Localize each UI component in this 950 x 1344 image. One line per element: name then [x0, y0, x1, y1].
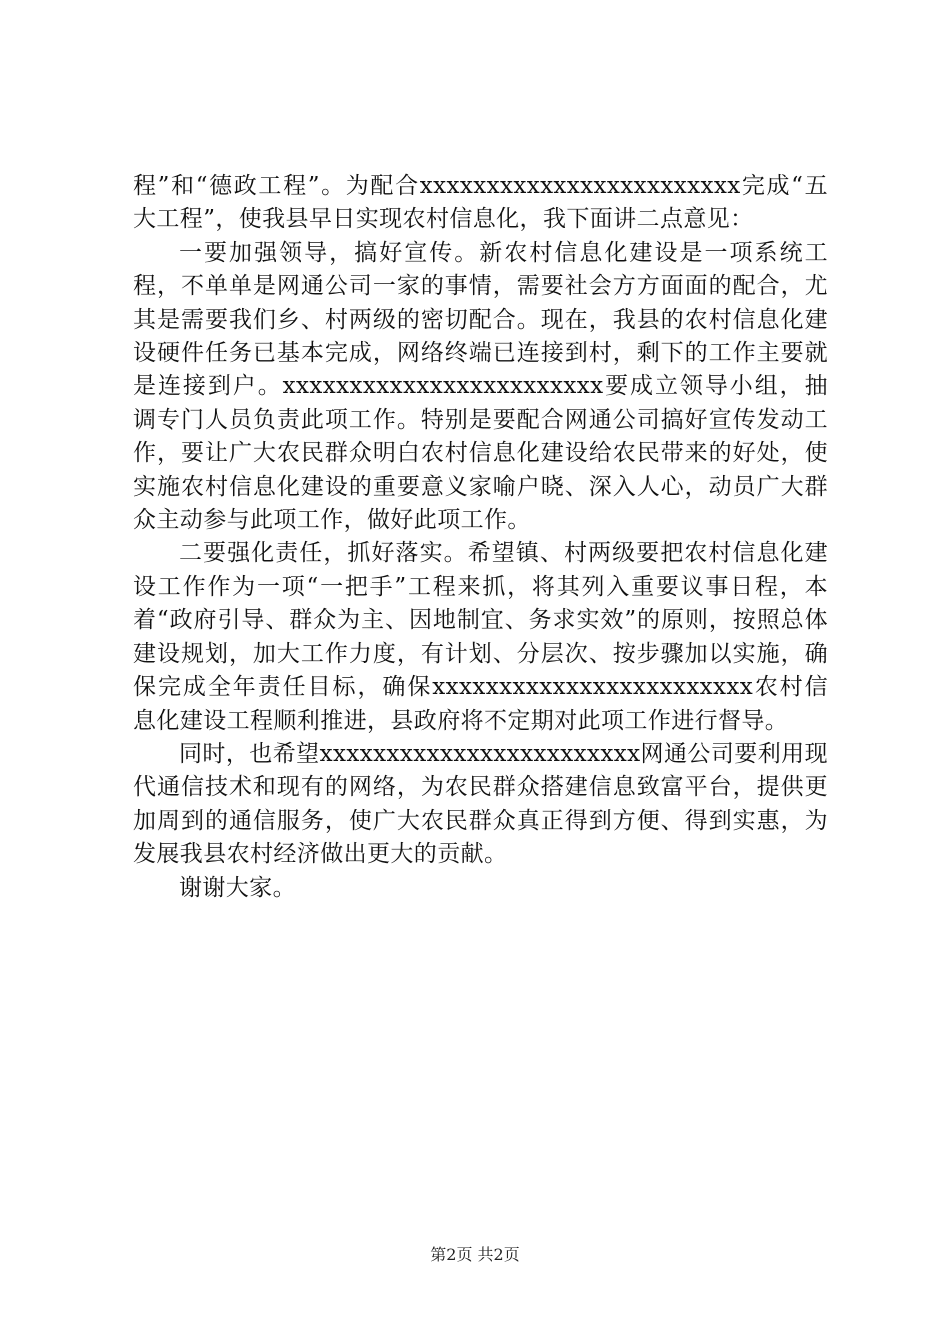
- paragraph-thanks: 谢谢大家。: [179, 874, 296, 901]
- paragraph-leadership: 一要加强领导，搞好宣传。新农村信息化建设是一项系统工程，不单单是网通公司一家的事情，需要社会方方面面的配合，尤其是需要我们乡、村两级的密切配合。现在，我县的农村信息化建设硬件任务已基本完成，网络终端已连接到村，剩下的工作主要就是连接到户。xxxxxxxxxxxxxxxxxxxxxxxx要成立领导小组，抽调专门人员负责此项工作。特别是要配合网通公司搞好宣传发动工作，要让广大农民群众明白农村信息化建设给农民带来的好处，使实施农村信息化建设的重要意义家喻户晓、深入人心，动员广大群众主动参与此项工作，做好此项工作。: [133, 239, 828, 534]
- paragraph-responsibility: 二要强化责任，抓好落实。希望镇、村两级要把农村信息化建设工作作为一项“一把手”工程来抓，将其列入重要议事日程，本着“政府引导、群众为主、因地制宜、务求实效”的原则，按照总体建设规划，加大工作力度，有计划、分层次、按步骤加以实施，确保完成全年责任目标，确保xxxxxxxxxxxxxxxxxxxxxxxx农村信息化建设工程顺利推进，县政府将不定期对此项工作进行督导。: [133, 540, 828, 734]
- document-body: [133, 170, 828, 905]
- page-number-footer: 第2页 共2页: [430, 1245, 520, 1264]
- paragraph-network-company: 同时，也希望xxxxxxxxxxxxxxxxxxxxxxxx网通公司要利用现代通信技术和现有的网络，为农民群众搭建信息致富平台，提供更加周到的通信服务，使广大农民群众真正得到方便、得到实惠，为发展我县农村经济做出更大的贡献。: [133, 740, 828, 868]
- paragraph-continuation: 程”和“德政工程”。为配合xxxxxxxxxxxxxxxxxxxxxxxx完成“五大工程”，使我县早日实现农村信息化，我下面讲二点意见：: [133, 173, 828, 233]
